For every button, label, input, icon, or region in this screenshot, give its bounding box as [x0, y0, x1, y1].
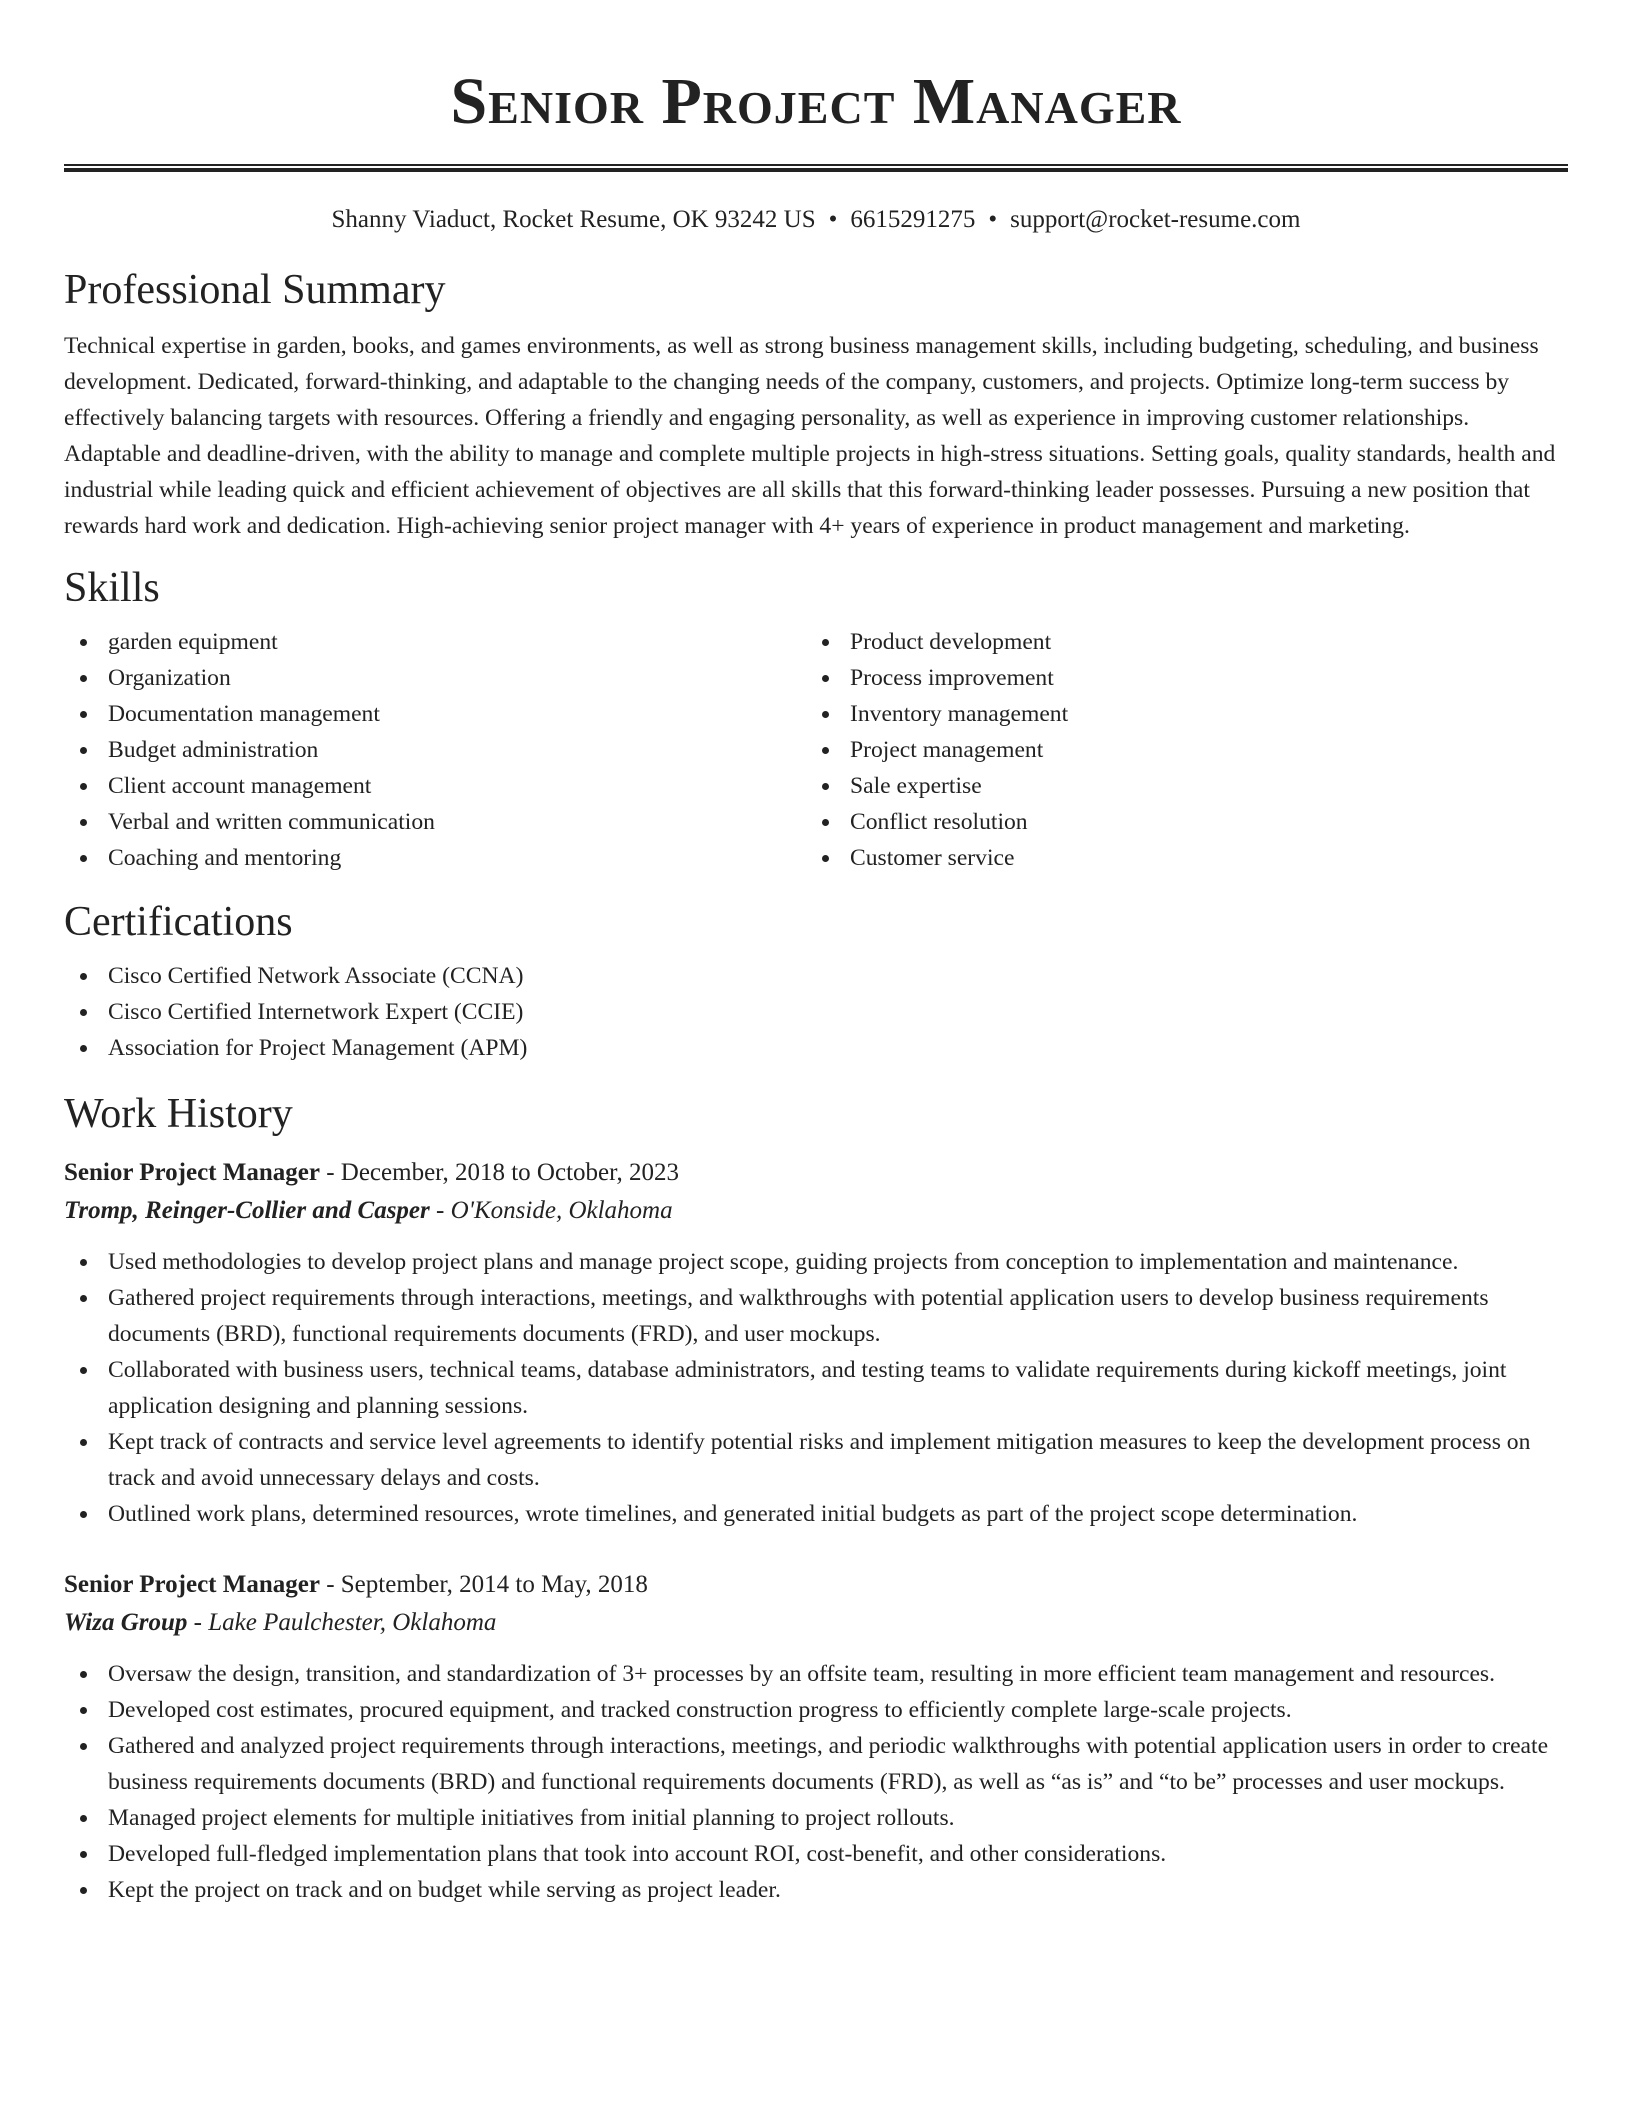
skill-item — [64, 768, 806, 804]
job-bullet-text: Gathered and analyzed project requirements through interactions, meetings, and periodic walkthroughs with potential application users in order to create business requirements documents (BRD) and functional requirements documents (FRD), as well as “as is” and “to be” processes and user mockups. — [108, 1733, 1549, 1795]
job-bullet-text: Managed project elements for multiple initiatives from initial planning to project rollouts. — [108, 1805, 955, 1831]
job-dates: - December, 2018 to October, 2023 — [319, 1159, 679, 1186]
bullet-icon — [80, 1045, 87, 1052]
summary-text: Technical expertise in garden, books, and games environments, as well as strong business management skills, including budgeting, scheduling, and business development. Dedicated, forward-thinking, and adaptable to the changing needs of the company, customers, and projects. Optimize long-term success by effectively balancing targets with resources. Offering a friendly and engaging personality, as well as experience in improving customer relationships. Adaptable and deadline-driven, with the ability to manage and complete multiple projects in high-stress situations. Setting goals, quality standards, health and industrial while leading quick and efficient achievement of objectives are all skills that this forward-thinking leader possesses. Pursuing a new position that rewards hard work and dedication. High-achieving senior project manager with 4+ years of experience in product management and marketing. — [64, 333, 1556, 539]
skill-item — [64, 732, 806, 768]
job-title-line — [64, 1154, 1568, 1192]
job-bullet-text: Kept track of contracts and service level agreements to identify potential risks and implement mitigation measures to keep the development process on track and avoid unnecessary delays and costs. — [108, 1429, 1531, 1491]
skill-item-text: Conflict resolution — [850, 809, 1028, 835]
job-bullet-text: Developed cost estimates, procured equipment, and tracked construction progress to efficiently complete large-scale projects. — [108, 1697, 1292, 1723]
certification-item-text: Cisco Certified Network Associate (CCNA) — [108, 963, 524, 989]
section-heading-skills: Skills — [64, 565, 160, 611]
bullet-icon — [80, 1887, 87, 1894]
skills-column-right — [806, 624, 1548, 876]
job-bullet — [64, 1836, 1568, 1872]
job-bullet — [64, 1244, 1568, 1280]
bullet-icon — [80, 783, 87, 790]
skill-item — [64, 624, 806, 660]
bullet-icon — [822, 675, 829, 682]
job-bullet — [64, 1872, 1568, 1908]
bullet-icon — [822, 855, 829, 862]
skills-list-right — [806, 624, 1548, 876]
skill-item — [806, 768, 1548, 804]
bullet-icon — [80, 1439, 87, 1446]
bullet-icon — [80, 855, 87, 862]
job-bullet — [64, 1692, 1568, 1728]
skill-item-text: Project management — [850, 737, 1044, 763]
skill-item-text: Inventory management — [850, 701, 1069, 727]
resume-title: Senior Project Manager — [450, 65, 1182, 138]
bullet-icon — [80, 639, 87, 646]
job-dates: - September, 2014 to May, 2018 — [319, 1571, 648, 1598]
skill-item-text: Documentation management — [108, 701, 380, 727]
bullet-icon — [80, 1743, 87, 1750]
skill-item — [806, 660, 1548, 696]
skill-item — [64, 840, 806, 876]
bullet-icon — [822, 819, 829, 826]
certifications-list — [64, 958, 1568, 1066]
certification-item-text: Cisco Certified Internetwork Expert (CCIE) — [108, 999, 524, 1025]
bullet-icon — [80, 1671, 87, 1678]
bullet-icon — [80, 747, 87, 754]
skill-item-text: Verbal and written communication — [108, 809, 435, 835]
job-location: - Lake Paulchester, Oklahoma — [187, 1609, 497, 1636]
title-divider — [64, 164, 1568, 172]
job-bullet-text: Gathered project requirements through interactions, meetings, and walkthroughs with potential application users to develop business requirements documents (BRD), functional requirements documents (FRD), and user mockups. — [108, 1285, 1489, 1347]
skill-item-text: Budget administration — [108, 737, 319, 763]
job-bullet-text: Oversaw the design, transition, and standardization of 3+ processes by an offsite team, resulting in more efficient team management and resources. — [108, 1661, 1495, 1687]
bullet-icon — [80, 819, 87, 826]
skill-item-text: Organization — [108, 665, 231, 691]
job-entry — [64, 1566, 1568, 1908]
job-bullet — [64, 1496, 1568, 1532]
certification-item-text: Association for Project Management (APM) — [108, 1035, 528, 1061]
job-company-line — [64, 1604, 1568, 1642]
skill-item-text: Customer service — [850, 845, 1015, 871]
bullet-icon — [822, 639, 829, 646]
job-bullet-text: Developed full-fledged implementation plans that took into account ROI, cost-benefit, and other considerations. — [108, 1841, 1167, 1867]
skill-item — [806, 624, 1548, 660]
bullet-icon — [80, 1009, 87, 1016]
job-entry — [64, 1154, 1568, 1532]
contact-separator: • — [988, 206, 998, 233]
bullet-icon — [80, 1259, 87, 1266]
skill-item — [806, 732, 1548, 768]
job-bullet — [64, 1728, 1568, 1800]
job-company: Wiza Group — [64, 1609, 188, 1636]
section-heading-certifications: Certifications — [64, 899, 293, 945]
job-bullet — [64, 1424, 1568, 1496]
job-company-line — [64, 1192, 1568, 1230]
job-title-line — [64, 1566, 1568, 1604]
job-bullet — [64, 1352, 1568, 1424]
skills-list-left — [64, 624, 806, 876]
work-history-list — [64, 1154, 1568, 1908]
bullet-icon — [80, 1295, 87, 1302]
contact-phone: 6615291275 — [850, 206, 976, 233]
skill-item-text: Process improvement — [850, 665, 1054, 691]
skill-item — [806, 840, 1548, 876]
skills-grid — [64, 624, 1568, 876]
bullet-icon — [822, 783, 829, 790]
bullet-icon — [80, 973, 87, 980]
skills-column-left — [64, 624, 806, 876]
bullet-icon — [80, 1511, 87, 1518]
job-bullet — [64, 1280, 1568, 1352]
skill-item — [64, 696, 806, 732]
certification-item — [64, 1030, 1568, 1066]
contact-email: support@rocket-resume.com — [1010, 206, 1301, 233]
bullet-icon — [822, 747, 829, 754]
skill-item-text: Coaching and mentoring — [108, 845, 342, 871]
certification-item — [64, 958, 1568, 994]
job-bullet — [64, 1800, 1568, 1836]
job-bullet-text: Outlined work plans, determined resources, wrote timelines, and generated initial budgets as part of the project scope determination. — [108, 1501, 1358, 1527]
job-bullets — [64, 1656, 1568, 1908]
job-bullet-text: Kept the project on track and on budget while serving as project leader. — [108, 1877, 781, 1903]
skill-item — [806, 804, 1548, 840]
job-bullet-text: Collaborated with business users, technical teams, database administrators, and testing teams to validate requirements during kickoff meetings, joint application designing and planning sessions. — [108, 1357, 1507, 1419]
section-heading-summary: Professional Summary — [64, 267, 446, 313]
skill-item-text: Product development — [850, 629, 1052, 655]
skill-item-text: Sale expertise — [850, 773, 982, 799]
section-heading-work-history: Work History — [64, 1091, 293, 1137]
skill-item-text: Client account management — [108, 773, 372, 799]
job-role: Senior Project Manager — [64, 1571, 320, 1598]
skill-item — [64, 804, 806, 840]
skill-item — [806, 696, 1548, 732]
bullet-icon — [80, 1707, 87, 1714]
bullet-icon — [80, 711, 87, 718]
bullet-icon — [80, 1851, 87, 1858]
bullet-icon — [822, 711, 829, 718]
job-role: Senior Project Manager — [64, 1159, 320, 1186]
skill-item — [64, 660, 806, 696]
bullet-icon — [80, 675, 87, 682]
bullet-icon — [80, 1367, 87, 1374]
contact-separator: • — [828, 206, 838, 233]
certification-item — [64, 994, 1568, 1030]
job-location: - O'Konside, Oklahoma — [429, 1197, 673, 1224]
contact-address: Shanny Viaduct, Rocket Resume, OK 93242 US — [331, 206, 816, 233]
skill-item-text: garden equipment — [108, 629, 278, 655]
job-bullet-text: Used methodologies to develop project plans and manage project scope, guiding projects from conception to implementation and maintenance. — [108, 1249, 1459, 1275]
bullet-icon — [80, 1815, 87, 1822]
contact-line — [64, 204, 1568, 236]
job-company: Tromp, Reinger-Collier and Casper — [64, 1197, 430, 1224]
job-bullet — [64, 1656, 1568, 1692]
job-bullets — [64, 1244, 1568, 1532]
